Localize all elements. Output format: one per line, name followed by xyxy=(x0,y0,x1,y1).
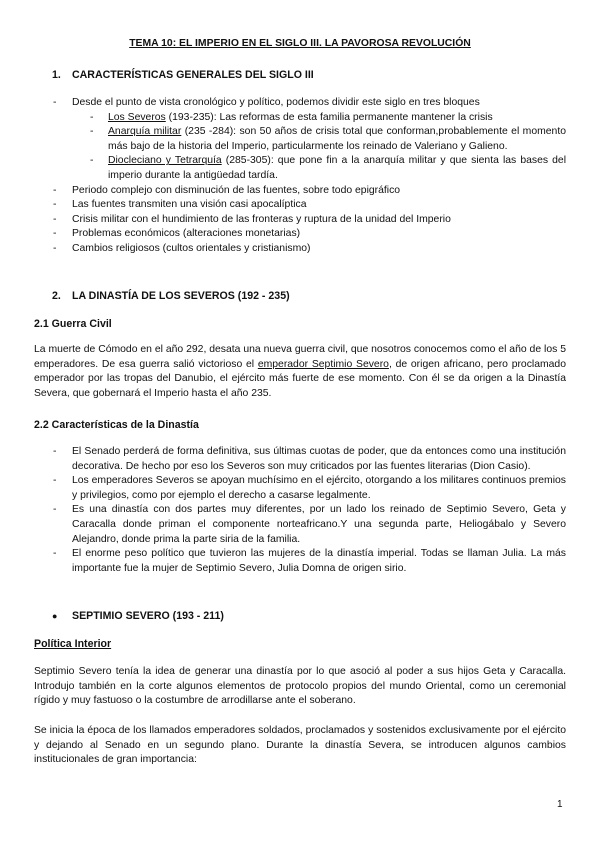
bullet-icon: ● xyxy=(52,611,58,621)
list-item xyxy=(0,184,600,199)
list-item-text: Periodo complejo con disminución de las fuentes, sobre todo epigráfico xyxy=(72,184,401,196)
block-text-anarquia: (235 -284): son 50 años de crisis total que conforman,probablemente el momento más bajo de la historia del Imperio, particularmente los reinado de Valeriano y Galieno. xyxy=(108,126,566,152)
dash-marker: - xyxy=(53,97,57,108)
paragraph-severo-2: Se inicia la época de los llamados emperadores soldados, proclamados y sostenidos exclusivamente por el ejército y dejando al Senado en un segundo plano. Durante la dinastía Severa, se introducen algunos cambios institucionales de gran importancia: xyxy=(34,725,566,766)
section-1-title: CARACTERÍSTICAS GENERALES DEL SIGLO III xyxy=(72,69,314,81)
section-1-heading xyxy=(52,68,314,83)
section-1-list xyxy=(0,96,600,257)
block-name-severos: Los Severos xyxy=(108,111,166,123)
list-item-text: Crisis militar con el hundimiento de las fronteras y ruptura de la unidad del Imperio xyxy=(72,213,451,225)
dash-marker: - xyxy=(53,446,57,457)
list-item xyxy=(0,503,600,547)
dash-marker: - xyxy=(53,228,57,240)
list-item-text: Desde el punto de vista cronológico y político, podemos dividir este siglo en tres bloques xyxy=(72,97,480,108)
dash-marker: - xyxy=(90,155,94,167)
septimio-severo-title: SEPTIMIO SEVERO (193 - 211) xyxy=(72,610,224,622)
sub-list-item xyxy=(0,125,600,154)
list-item-text: Cambios religiosos (cultos orientales y cristianismo) xyxy=(72,242,311,254)
list-item-text: El Senado perderá de forma definitiva, sus últimas cuotas de poder, que da entonces como una institución decorativa. De hecho por eso los Severos son muy criticados por las fuentes literarias (Dion Casio). xyxy=(72,446,566,472)
section-2-heading xyxy=(52,289,290,304)
subsection-2-2-heading: 2.2 Características de la Dinastía xyxy=(34,419,199,431)
list-item xyxy=(0,227,600,242)
list-item-text: Las fuentes transmiten una visión casi apocalíptica xyxy=(72,199,307,211)
list-item xyxy=(0,96,600,111)
dash-marker: - xyxy=(90,111,94,123)
dash-marker: - xyxy=(53,213,57,225)
list-item xyxy=(0,242,600,257)
list-item-text: El enorme peso político que tuvieron las mujeres de la dinastía imperial. Todas se llaman Julia. La más importante fue la mujer de Septimio Severo, Julia Domna de origen sirio. xyxy=(72,548,566,574)
dash-marker: - xyxy=(53,184,57,196)
sub-list-item xyxy=(0,154,600,183)
dash-marker: - xyxy=(53,475,57,487)
paragraph-text: La muerte de Cómodo en el año 292, desata una nueva guerra civil, que nosotros conocemos como el año de los 5 emperadores. De esa guerra salió victorioso el xyxy=(34,344,566,370)
subsection-2-1-heading: 2.1 Guerra Civil xyxy=(34,318,112,330)
list-item-text: Es una dinastía con dos partes muy diferentes, por un lado los reinado de Septimio Severo, Geta y Caracalla donde priman el componente norteafricano.Y una segunda parte, Heliogábalo y Severo Alejandro, donde prima la parte siria de la familia. xyxy=(72,504,566,545)
dash-marker: - xyxy=(53,242,57,254)
section-2-title: LA DINASTÍA DE LOS SEVEROS (192 - 235) xyxy=(72,290,290,302)
list-item-text: Los emperadores Severos se apoyan muchísimo en el ejército, otorgando a los militares continuos premios y privilegios, como por ejemplo el derecho a casarse legalmente. xyxy=(72,475,566,501)
page-number: 1 xyxy=(557,799,563,810)
politica-interior-heading: Política Interior xyxy=(34,638,112,650)
paragraph-text: , de origen africano, pero proclamado emperador por las tropas del Danubio, el ejército más fuerte de ese momento. Con él se da origen a la Dinastía Severa, que gobernará el Imperio hasta el año 235. xyxy=(34,358,566,399)
list-item xyxy=(0,547,600,576)
list-item xyxy=(0,198,600,213)
dash-marker: - xyxy=(53,548,57,560)
dash-marker: - xyxy=(53,199,57,211)
block-name-anarquia: Anarquía militar xyxy=(108,126,182,138)
section-2-number: 2. xyxy=(52,290,61,302)
list-item-text: Problemas económicos (alteraciones monetarias) xyxy=(72,228,301,240)
dash-marker: - xyxy=(53,504,57,516)
section-1-number: 1. xyxy=(52,69,61,81)
dynasty-characteristics-list xyxy=(0,445,600,576)
sub-list-item xyxy=(0,111,600,126)
paragraph-severo-1: Septimio Severo tenía la idea de generar una dinastía por lo que asoció al poder a sus hijos Geta y Caracalla. Introdujo también en la corte algunos elementos de protocolo propios del mundo Oriental, como un ceremonial rígido y muy fastuoso o la costumbre de arrodillarse ante el soberano. xyxy=(34,666,566,707)
dash-marker: - xyxy=(90,126,94,138)
page-title: TEMA 10: EL IMPERIO EN EL SIGLO III. LA PAVOROSA REVOLUCIÓN xyxy=(129,38,471,49)
block-text-tetrarquia: (285-305): que pone fin a la anarquía militar y que sienta las bases del imperio durante la antigüedad tardía. xyxy=(108,155,566,181)
paragraph-guerra-civil xyxy=(34,343,566,401)
block-text-severos: (193-235): Las reformas de esta familia permanente mantener la crisis xyxy=(165,111,493,123)
list-item xyxy=(0,474,600,503)
septimio-severo-heading xyxy=(52,609,224,624)
list-item xyxy=(0,213,600,228)
block-name-tetrarquia: Diocleciano y Tetrarquía xyxy=(108,155,222,167)
list-item xyxy=(0,445,600,474)
emperor-link-text: emperador Septimio Severo xyxy=(257,358,389,370)
